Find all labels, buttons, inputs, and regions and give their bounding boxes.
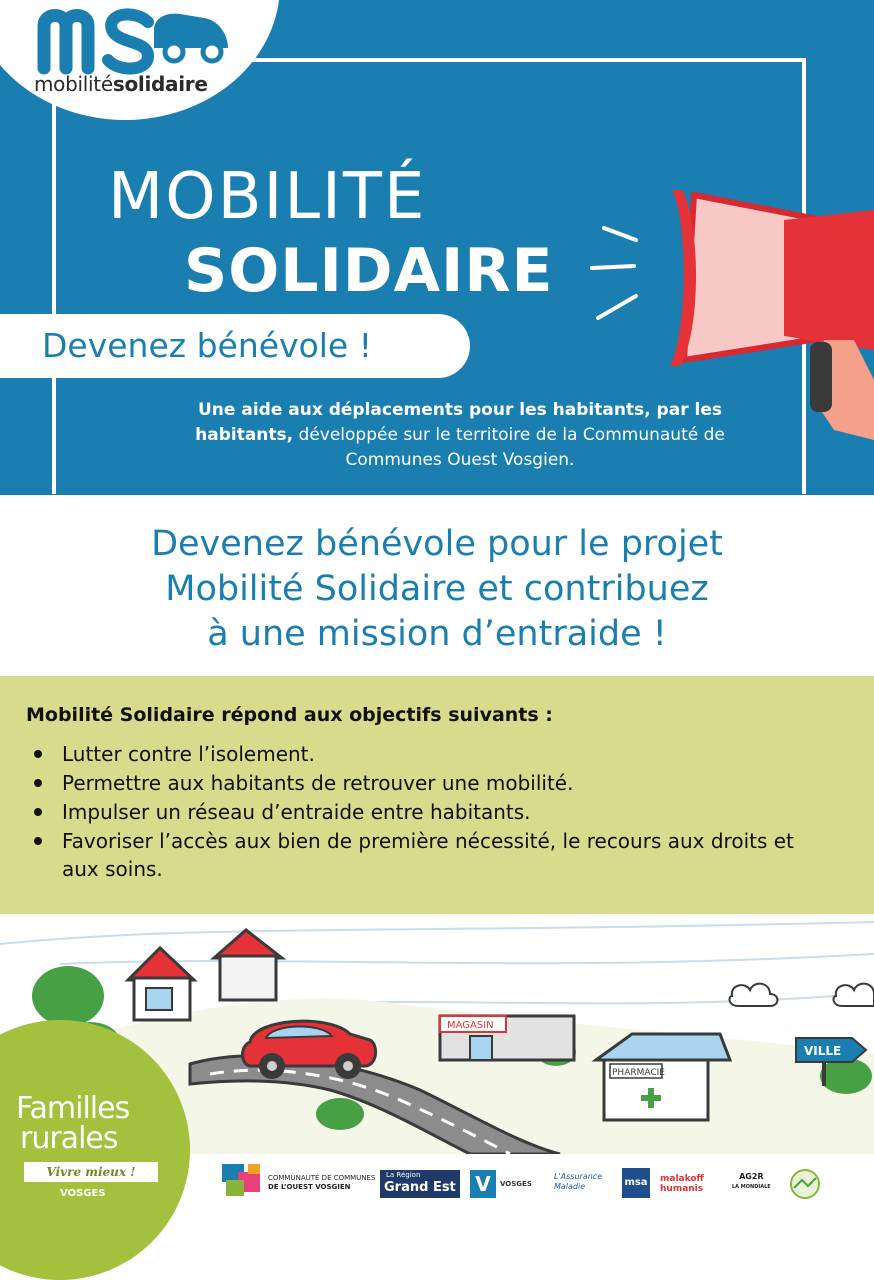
local-label-logo-icon [780, 1160, 830, 1200]
malakoff-logo [660, 1174, 704, 1194]
headline-line3: à une mission d’entraide ! [207, 614, 667, 654]
objectives-section [0, 676, 874, 914]
list-item: Lutter contre l’isolement. [30, 740, 830, 768]
grand-est-logo [380, 1170, 460, 1198]
partner-logos [210, 1158, 874, 1200]
ccov-logo-icon [218, 1160, 268, 1200]
ccov-logo [268, 1174, 375, 1192]
volunteer-pill-label: Devenez bénévole ! [42, 326, 372, 365]
main-headline [40, 522, 834, 657]
ccov-line1: COMMUNAUTÉ DE COMMUNES [268, 1174, 376, 1182]
list-item: Permettre aux habitants de retrouver une mobilité. [30, 769, 830, 797]
grand-est-big: Grand Est [384, 1180, 456, 1195]
vosges-logo-text: VOSGES [500, 1180, 532, 1188]
objectives-title: Mobilité Solidaire répond aux objectifs suivants : [26, 704, 553, 726]
logo-word-bold: solidaire [112, 72, 208, 96]
list-item: Impulser un réseau d’entraide entre habitants. [30, 798, 830, 826]
familles-rurales-tagline: Vivre mieux ! [24, 1162, 158, 1182]
vosges-logo-icon: V [470, 1170, 496, 1198]
list-item: Favoriser l’accès aux bien de première nécessité, le recours aux droits et aux soins. [30, 827, 830, 883]
headline-line2: Mobilité Solidaire et contribuez [165, 569, 709, 609]
familles-rurales-logo [16, 1091, 130, 1156]
malakoff-line1: malakoff [660, 1174, 704, 1184]
hero-subtitle-regular: développée sur le territoire de la Communauté de Communes Ouest Vosgien. [298, 425, 725, 470]
logo-wordmark [34, 72, 208, 96]
familles-rurales-line1: Familles [16, 1091, 130, 1126]
hero-title-line2: SOLIDAIRE [184, 236, 554, 306]
malakoff-line2: humanis [660, 1184, 704, 1194]
ag2r-line1: AG2R [739, 1172, 764, 1181]
assurance-line1: L'Assurance [554, 1172, 603, 1181]
hero-subtitle [150, 398, 770, 473]
objectives-list [30, 740, 830, 884]
msa-logo: msa [622, 1168, 650, 1198]
hero-subtitle-bold: Une aide aux déplacements pour les habitants, par les habitants, [195, 400, 722, 445]
mobilite-solidaire-logo [36, 4, 236, 76]
ag2r-logo [732, 1172, 771, 1192]
logo-word-regular: mobilité [34, 72, 113, 96]
ag2r-line2: LA MONDIALE [732, 1184, 771, 1190]
grand-est-small: La Région [386, 1171, 421, 1179]
town-sign: VILLE [804, 1044, 842, 1058]
pharmacy-sign: PHARMACIE [612, 1068, 665, 1078]
ccov-line2: DE L’OUEST VOSGIEN [268, 1183, 351, 1191]
hero-title-line1: MOBILITÉ [108, 160, 427, 234]
assurance-maladie-logo [554, 1172, 602, 1192]
familles-rurales-line2: rurales [20, 1121, 118, 1156]
shop-sign: MAGASIN [447, 1020, 494, 1031]
assurance-line2: Maladie [554, 1182, 586, 1191]
familles-rurales-region: VOSGES [60, 1188, 106, 1199]
headline-line1: Devenez bénévole pour le projet [151, 524, 723, 564]
